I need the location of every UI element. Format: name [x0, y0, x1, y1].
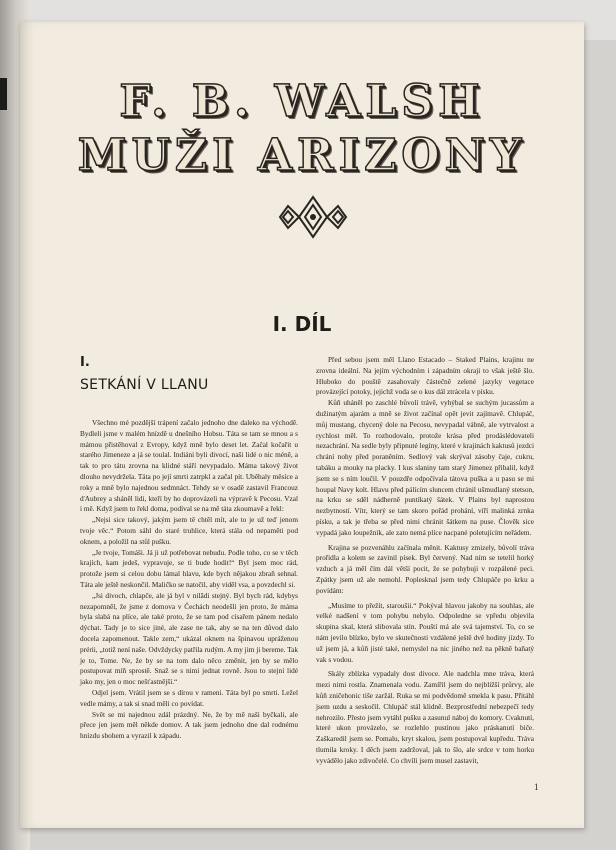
paragraph: Kůň uháněl po zaschlé bůvolí trávě, vyhýbal se suchým jucassům a dužinatým ajarám a mně se život začínal opět jevit zajímavě. Chlupáč, můj mustang, chycený dole na Pecosu, nevypadal vábně, ale vytrvalost a rychlost měl. To rozhodovalo, protože krása před prodáslédovateli nezachrání. Na sedle byly připnuté legíny, které v krajinách kaktusů jezdci chrání nohy před poraněním. Sedlový vak skrýval zásoby čaje, cukru, tabáku a mouky na placky. I kus slaniny tam starý Jimenez přibalil, když jsem se s ním loučil. V pouzdře odpočívala tátova puška a u pasu se mi houpal Navy kolt. Hlavu před pálícím sluncem chránil ušmudlaný stetson, na krku se sděl nádherně puntíkatý šátek. V Plains byl naprostou nezbytností. Vítr, který se tam skoro pořád prohání, víří malinká zrnka písku, a tak je třeba se před nimi chránit šátkem na puse. Člověk sice vypadá jako loupežník, ale zato nemá plíce nacpané poletujícím neřádem. — [316, 398, 534, 537]
paragraph: Odjel jsem. Vrátil jsem se s dírou v rameni. Táta byl po smrti. Ležel vedle mámy, a tak si snad měli co povídat. — [80, 687, 298, 708]
paragraph: „Je tvoje, Tomáši. Já ji už potřebovat nebudu. Podle toho, co se v těch krajích, kam jedeš, vypravuje, se ti bude hodit!“ Byl jsem moc rád, protože jsem si celou dobu lámal hlavu, kde bych nějakou zbraň sehnal. Táta ale ještě neskončil. Maličko se natočil, aby viděl vsa, a povzdechl si. — [80, 547, 298, 589]
paragraph: Krajina se pozvenáhlu začínala měnit. Kaktusy zmizely, bůvolí tráva prořídla a kolem se zavinil písek. Byl červený. Nad ním se tetelil horký vzduch a já měl čím dál větší pocit, že se pohybuji v rozpálené peci. Zpátky jsem už ale nemohl. Poplesknal jsem tedy Chlupáče po krku a povídám: — [316, 542, 534, 595]
author-heading: F. B. WALSH — [119, 76, 485, 127]
paragraph: Skály zblízka vypadaly dost divoce. Ale nadchla mne tráva, která mezi nimi rostla. Znamenala vodu. Zamířil jsem do nejbližší průrvy, ale kůň zničehonic tiše zaržál. Ruka se mi podvědomě smekla k pasu. Přitáhl jsem uzdu a seskočil. Chlupáč stál klidně. Bezprostřední nebezpečí tedy nehrozilo. Přesto jsem vytáhl pušku a zasunul náboj do komory. Cvaknutí, které ukon provázelo, se rozlehlo pustinou jako práskanutí biče. Zaškaredil jsem se. Pomalu, kryt skalou, jsem postupoval kupředu. Tráva tlumila kroky. I děch jsem zadržoval, jak to šlo, ale srdce v tom horku vyvádělo jako zdivočelé. Co chvíli jsem musel zastavit, — [316, 669, 534, 765]
paragraph: Všechno mé pozdější trápení začalo jednoho dne daleko na východě. Bydleli jsme v malém hnízdě u dnešního Hobsu. Táta se tam se mnou a s mámou přistěhoval z Evropy, když mně bylo deset let. Začal kočařit u starého Jimeneze a já se toulal. Indiáni byli divocí, naši lidé o nic méně, a tak to pro tátu zrovna na klidné stáří nevypadalo. Máma takový život dlouho nevydržela. Táta po její smrti zatrpkl a začal pít. Uběhaly měsíce a roky a mně bylo najednou sedmnáct. Tehdy se v osadě zastavil Francouz ďAubrey a sháněl lidi, kteří by ho doprovázeli na výpravě k Pecosu. Vzal i mě. Když jsem to řekl doma, podíval se na mě táta zkoumavě a řekl: — [80, 418, 298, 514]
paragraph: „Nejsi sice takový, jakým jsem tě chtěl mít, ale to je už teď jenom tvoje věc.“ Potom sáhl do staré truhlice, která stála od nepaměti pod oknem, a položil na stůl pušku. — [80, 515, 298, 546]
paragraph: „Jsi divoch, chlapče, ale já byl v nilădi stejný. Byl bych rád, kdybys nezapomněl, že jsme z domova v Čechách neodešli jen proto, že máma byla slabá na plíce, ale také proto, že se tam pod císařem pánem nedalo dýchat. Tady je to sice jiné, ale zase ne tak, aby se na ten důvod dalo docela zapomenout. Takle zem,“ ukázal oknem na špinavou upráženou prérii, „totiž není naše. Odvždycky patřila rudým. A my jim ji bereme. Tak je to, Tome. Ne, že by se na tom dalo něco změnit, jen by se mělo postupovat míň sprostě. Snaž se s nimi jednat rovně. Jsou to stejní lidé jako my, jen o moc nešťastnější.“ — [80, 590, 298, 687]
text-column-left — [80, 418, 298, 742]
book-page — [20, 22, 584, 828]
chapter-title: SETKÁNÍ V LLANU — [80, 377, 209, 393]
paragraph: Před sebou jsem měl Llano Estacado – Staked Plains, krajinu ne zrovna ideální. Na jejím východním i západním okraji to však ještě šlo. Hluboko do pouště zasahovaly částečně zelené jazyky vegetace provázející potoky, jejichž voda se o kus dál ztrácela v písku. — [316, 355, 534, 397]
previous-page-mark — [0, 78, 7, 110]
part-heading: I. DÍL — [272, 312, 332, 336]
chapter-number: I. — [80, 355, 90, 370]
book-title: MUŽI ARIZONY — [77, 130, 527, 181]
text-column-right — [316, 355, 534, 766]
ornament-icon — [278, 194, 348, 240]
page-number: 1 — [534, 782, 539, 792]
paragraph: Svět se mi najednou zdál prázdný. Ne, že by mě naši byčkali, ale přece jen jsem měl někde domov. A tak jsem jednoho dne dal rodnému hnízdu sbohem a vyrazil k západu. — [80, 709, 298, 741]
paragraph: „Musíme to přežít, staroušii.“ Pokýval hlavou jakoby na souhlas, ale velké nadšení v tom pohybu nebylo. Odpoledne se vpředu objevila skupina skal, která slibovala stín. Pouští má ale svá tajemství. To, co se nám jevilo blízko, bylo ve skutečnosti vzdálené ještě dvě hodiny jízdy. To už jsem já, a kůň jisté také, nemyslel na nic jiného než na pěkně baňatý vak s vodou. — [316, 600, 534, 664]
